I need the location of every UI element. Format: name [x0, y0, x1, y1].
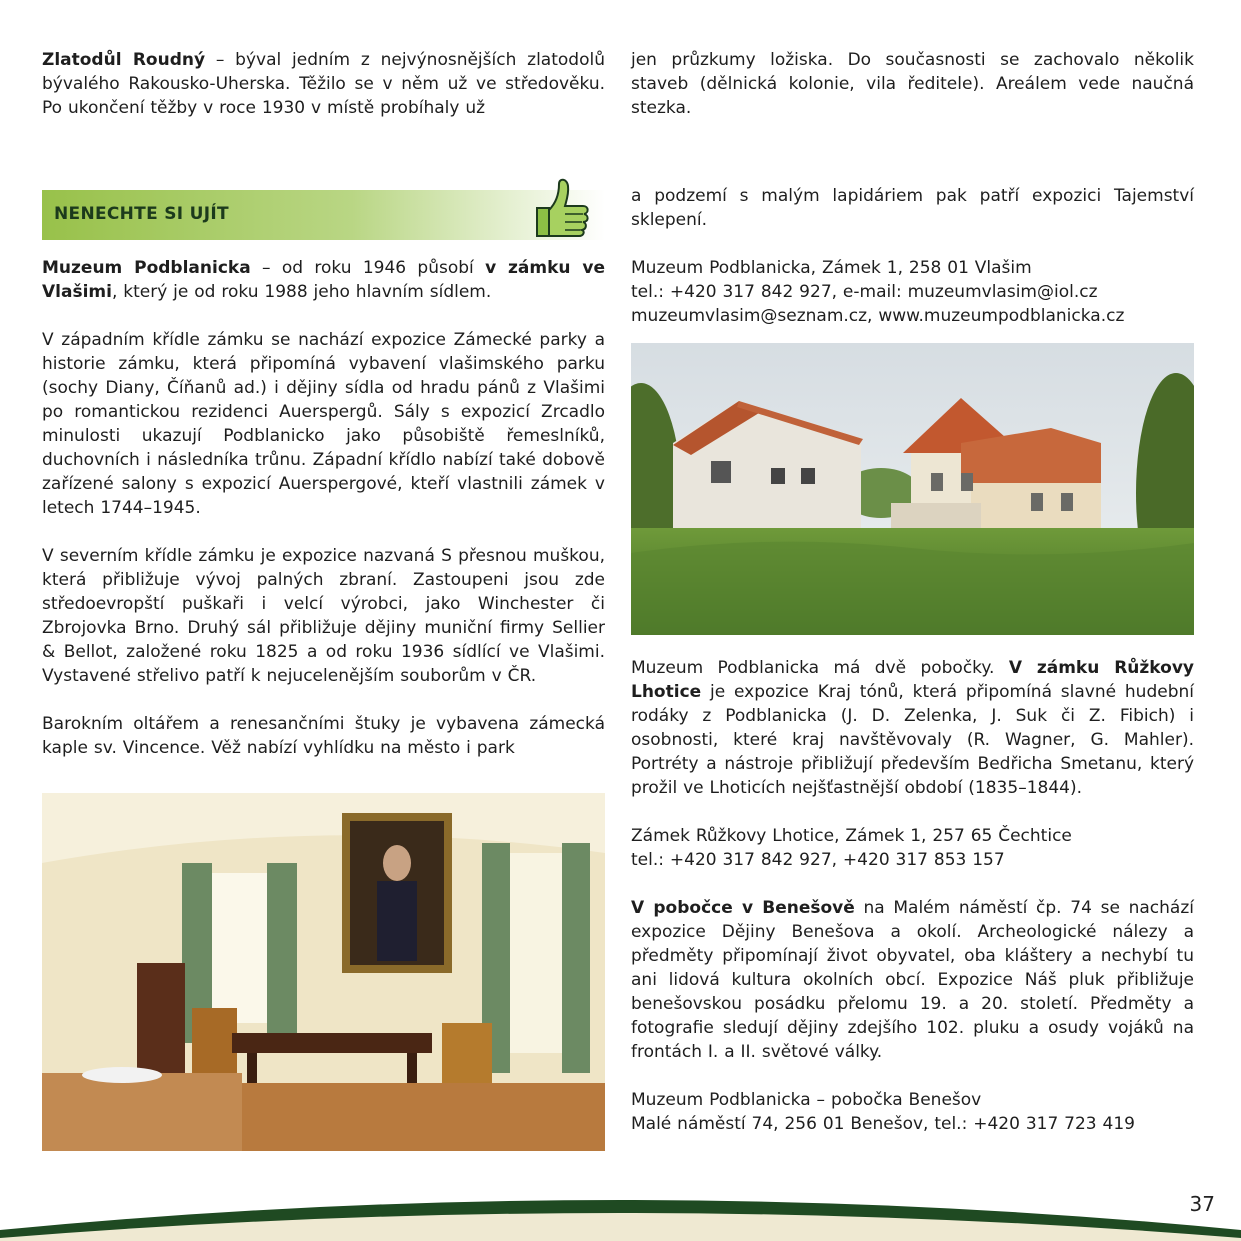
benesov-branch: V pobočce v Benešově: [631, 898, 855, 918]
page-number: 37: [1189, 1192, 1215, 1216]
address-line: tel.: +420 317 842 927, +420 317 853 157: [631, 850, 1005, 870]
address-line: tel.: +420 317 842 927, e-mail: muzeumvlasim@iol.cz: [631, 282, 1098, 302]
right-column-top: [631, 184, 1194, 328]
branches-paragraph: [631, 656, 1194, 800]
castle-exterior-photo: [631, 343, 1194, 635]
address-benesov: [631, 1088, 1194, 1136]
address-line: Muzeum Podblanicka – pobočka Benešov: [631, 1090, 982, 1110]
castle-vlasim: v zámku ve Vlašimi: [42, 258, 605, 302]
benesov-paragraph: [631, 896, 1194, 1064]
zlatodul-text: – býval jedním z nejvýnosnějších zlatodolů bývalého Rakousko-Uherska. Těžilo se v něm už ve středověku. Po ukončení těžby v roce 1930 v místě probíhaly už: [42, 50, 605, 118]
west-wing-paragraph: V západním křídle zámku se nachází expozice Zámecké parky a historie zámku, která připomíná vybavení vlašimského parku (sochy Diany, Číňanů ad.) i dějiny sídla od hradu pánů z Vlašimi po romantickou rezidenci Auerspergů. Sály s expozicí Zrcadlo minulosti ukazují Podblanicko jako působiště řemeslníků, duchovních i následníka trůnu. Západní křídlo nabízí také dobově zařízené salony s expozicí Auerspergové, kteří vlastnili zámek v letech 1744–1945.: [42, 330, 605, 518]
intro-continuation-paragraph: [631, 48, 1194, 120]
chapel-paragraph: Barokním oltářem a renesančními štuky je vybavena zámecká kaple sv. Vincence. Věž nabízí vyhlídku na město i park: [42, 714, 605, 758]
intro-zlatodul-paragraph: [42, 48, 605, 120]
right-column-bottom: [631, 656, 1194, 1136]
museum-interior-photo: [42, 793, 605, 1151]
address-vlasim: [631, 256, 1194, 328]
museum-intro-text: – od roku 1946 působí: [250, 258, 486, 278]
branches-text: Muzeum Podblanicka má dvě pobočky.: [631, 658, 1009, 678]
address-line: Malé náměstí 74, 256 01 Benešov, tel.: +420 317 723 419: [631, 1114, 1135, 1134]
north-wing-paragraph: V severním křídle zámku je expozice nazvaná S přesnou muškou, která přibližuje vývoj palných zbraní. Zastoupeni jsou zde středoevropští puškaři i velcí výrobci, jako Winchester či Zbrojovka Brno. Druhý sál přibližuje dějiny muniční firmy Sellier & Bellot, založené roku 1825 a od roku 1936 sídlící ve Vlašimi. Vystavené střelivo patří k nejucelenějším souborům v ČR.: [42, 546, 605, 686]
benesov-text: na Malém náměstí čp. 74 se nachází expozice Dějiny Benešova a okolí. Archeologické nálezy a předměty připomínají život obyvatel, oba kláštery a nechybí tu ani lidová kultura okolních obcí. Expozice Náš pluk přibližuje benešovskou posádku přelomu 19. a 20. století. Předměty a fotografie sledují dějiny zdejšího 102. pluku a osudy vojáků na frontách I. a II. světové války.: [631, 898, 1194, 1062]
branches-text-end: je expozice Kraj tónů, která připomíná slavné hudební rodáky z Podblanicka (J. D. Zelenka, J. Suk či Z. Fibich) i osobnosti, které kraj navštěvovaly (R. Wagner, G. Mahler). Portréty a nástroje přibližují především Bedřicha Smetanu, který prožil ve Lhoticích nejšťastnější období (1835–1844).: [631, 682, 1194, 798]
zlatodul-name: Zlatodůl Roudný: [42, 50, 206, 70]
address-lhotice: [631, 824, 1194, 872]
zlatodul-continuation: jen průzkumy ložiska. Do současnosti se zachovalo několik staveb (dělnická kolonie, vila ředitele). Areálem vede naučná stezka.: [631, 50, 1194, 118]
left-column: [42, 256, 605, 760]
museum-intro-paragraph: [42, 256, 605, 304]
footer-wave: [0, 1180, 1241, 1241]
address-line: Muzeum Podblanicka, Zámek 1, 258 01 Vlašim: [631, 258, 1032, 278]
address-line: muzeumvlasim@seznam.cz, www.muzeumpodblanicka.cz: [631, 306, 1125, 326]
museum-name: Muzeum Podblanicka: [42, 258, 251, 278]
museum-intro-end: , který je od roku 1988 jeho hlavním sídlem.: [111, 282, 492, 302]
castle-ruzkovy-lhotice: V zámku Růžkovy Lhotice: [631, 658, 1194, 702]
section-banner: [42, 190, 605, 240]
cellar-paragraph: a podzemí s malým lapidáriem pak patří expozici Tajemství sklepení.: [631, 186, 1194, 230]
section-title: NENECHTE SI UJÍT: [54, 204, 229, 224]
address-line: Zámek Růžkovy Lhotice, Zámek 1, 257 65 Čechtice: [631, 826, 1072, 846]
thumbs-up-icon: [525, 174, 595, 244]
